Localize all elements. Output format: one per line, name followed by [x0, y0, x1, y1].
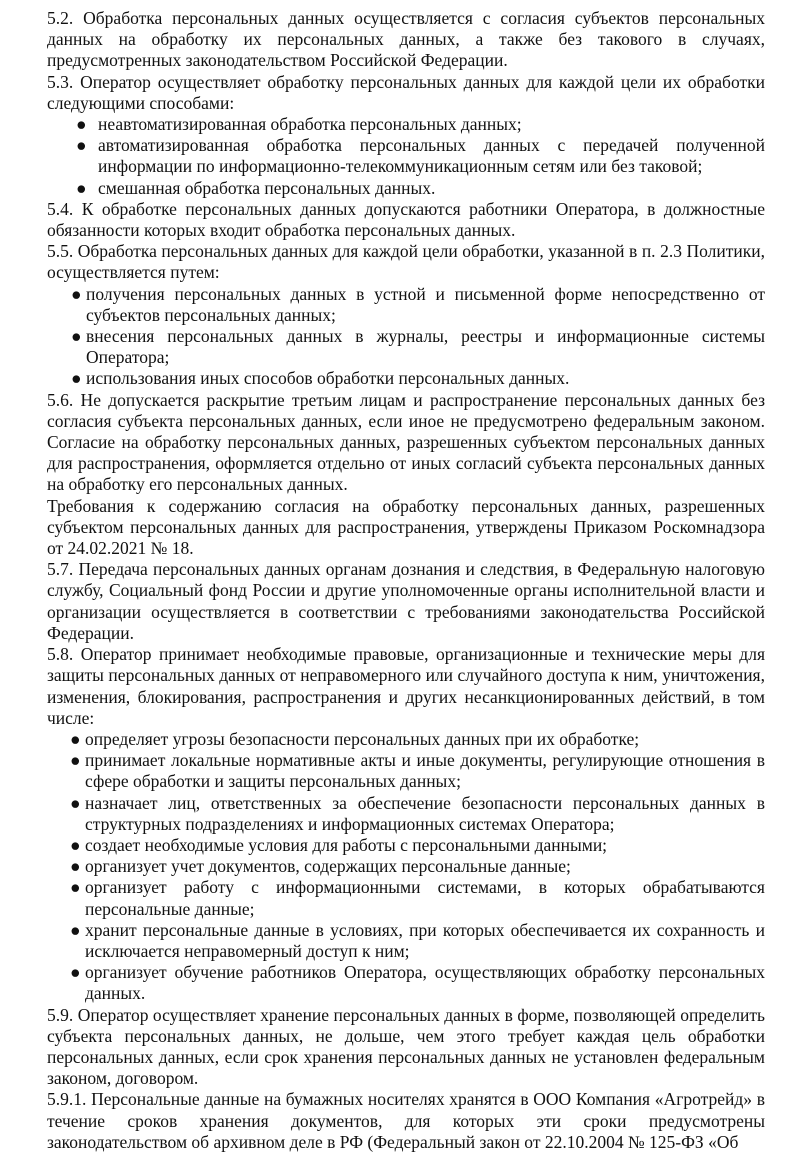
paragraph-5-5: 5.5. Обработка персональных данных для каждой цели обработки, указанной в п. 2.3 Политики, осуществляется путем: [47, 241, 765, 283]
bullet-icon: ● [70, 919, 81, 940]
bullet-icon: ● [70, 877, 81, 898]
processing-ways-list [47, 284, 765, 390]
paragraph-5-6: 5.6. Не допускается раскрытие третьим лицам и распространение персональных данных без согласия субъекта персональных данных, если иное не предусмотрено федеральным законом. Согласие на обработку персональных данных, разрешенных субъектом персональных данных для распространения, оформляется отдельно от иных согласий субъекта персональных данных на обработку его персональных данных. [47, 389, 765, 495]
bullet-icon: ● [76, 114, 87, 135]
methods-list [47, 114, 765, 199]
list-item: ● неавтоматизированная обработка персональных данных; [76, 114, 522, 135]
list-item: ● использования иных способов обработки персональных данных. [71, 368, 570, 389]
list-item: ● организует обучение работников Оператора, осуществляющих обработку персональных данных. [70, 962, 765, 1004]
protection-measures-list [47, 729, 765, 1005]
bullet-icon: ● [71, 368, 82, 389]
list-item: ● хранит персональные данные в условиях, при которых обеспечивается их сохранность и исключается неправомерный доступ к ним; [70, 919, 765, 961]
paragraph-5-7: 5.7. Передача персональных данных органам дознания и следствия, в Федеральную налоговую службу, Социальный фонд России и другие уполномоченные органы исполнительной власти и организации осуществляется в соответствии с требованиями законодательства Российской Федерации. [47, 559, 765, 643]
list-item: ● определяет угрозы безопасности персональных данных при их обработке; [70, 728, 640, 749]
list-item: ● автоматизированная обработка персональных данных с передачей полученной информации по информационно-телекоммуникационным сетям или без таковой; [76, 135, 765, 177]
list-item: ● организует учет документов, содержащих персональные данные; [70, 856, 571, 877]
bullet-icon: ● [70, 834, 81, 855]
list-item: ● получения персональных данных в устной и письменной форме непосредственно от субъектов персональных данных; [71, 283, 765, 325]
paragraph-5-9-1: 5.9.1. Персональные данные на бумажных носителях хранятся в ООО Компания «Агротрейд» в течение сроков хранения документов, для которых эти сроки предусмотрены законодательством об архивном деле в РФ (Федеральный закон от 22.10.2004 № 125-ФЗ «Об [47, 1089, 765, 1152]
bullet-icon: ● [71, 283, 82, 304]
list-item: ● назначает лиц, ответственных за обеспечение безопасности персональных данных в структурных подразделениях и информационных системах Оператора; [70, 792, 765, 834]
list-item: ● организует работу с информационными системами, в которых обрабатываются персональные данные; [70, 877, 765, 919]
bullet-icon: ● [76, 177, 87, 198]
paragraph-5-2: 5.2. Обработка персональных данных осуществляется с согласия субъектов персональных данных на обработку их персональных данных, а также без такового в случаях, предусмотренных законодательством Российской Федерации. [47, 8, 765, 71]
bullet-icon: ● [70, 750, 81, 771]
paragraph-5-8: 5.8. Оператор принимает необходимые правовые, организационные и технические меры для защиты персональных данных от неправомерного или случайного доступа к ним, уничтожения, изменения, блокирования, распространения и других несанкционированных действий, в том числе: [47, 644, 765, 728]
bullet-icon: ● [71, 326, 82, 347]
list-item: ● принимает локальные нормативные акты и иные документы, регулирующие отношения в сфере обработки и защиты персональных данных; [70, 750, 765, 792]
bullet-icon: ● [76, 135, 87, 156]
bullet-icon: ● [70, 962, 81, 983]
paragraph-5-9: 5.9. Оператор осуществляет хранение персональных данных в форме, позволяющей определить субъекта персональных данных, не дольше, чем этого требует каждая цель обработки персональных данных, если срок хранения персональных данных не установлен федеральным законом, договором. [47, 1004, 765, 1089]
list-item: ● внесения персональных данных в журналы, реестры и информационные системы Оператора; [71, 326, 765, 368]
bullet-icon: ● [70, 856, 81, 877]
paragraph-5-3: 5.3. Оператор осуществляет обработку персональных данных для каждой цели их обработки следующими способами: [47, 71, 765, 113]
paragraph-5-6-requirements: Требования к содержанию согласия на обработку персональных данных, разрешенных субъектом персональных данных для распространения, утверждены Приказом Роскомнадзора от 24.02.2021 № 18. [47, 495, 765, 559]
bullet-icon: ● [70, 792, 81, 813]
list-item: ● смешанная обработка персональных данных. [76, 177, 436, 198]
bullet-icon: ● [70, 728, 81, 749]
paragraph-5-4: 5.4. К обработке персональных данных допускаются работники Оператора, в должностные обязанности которых входит обработка персональных данных. [47, 198, 765, 241]
list-item: ● создает необходимые условия для работы с персональными данными; [70, 834, 608, 855]
